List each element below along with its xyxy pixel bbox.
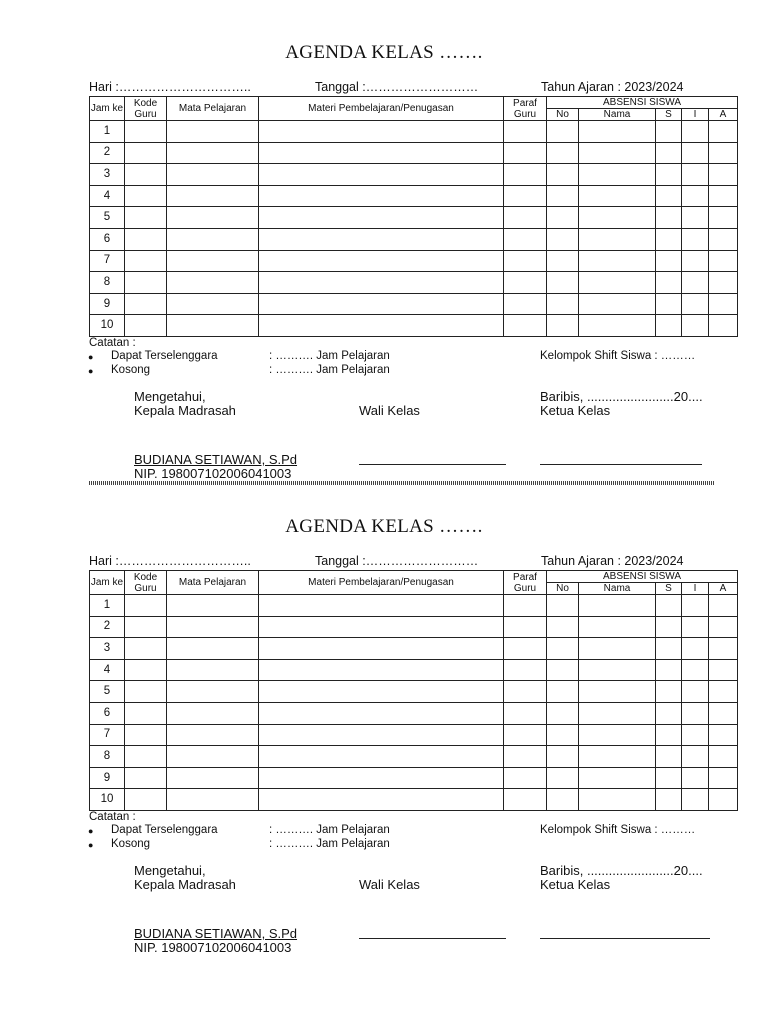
shift-field: Kelompok Shift Siswa : ………: [540, 824, 696, 836]
cell[interactable]: [259, 228, 504, 250]
jam-number: 8: [90, 746, 125, 768]
cell[interactable]: [579, 789, 656, 811]
cell[interactable]: [656, 746, 682, 768]
cell[interactable]: [709, 121, 738, 143]
table-row: [90, 228, 738, 250]
cell[interactable]: [167, 746, 259, 768]
header-kode-guru: Kode Guru: [125, 97, 167, 121]
cell[interactable]: [656, 228, 682, 250]
cell[interactable]: [259, 767, 504, 789]
header-no: No: [547, 109, 579, 121]
cell[interactable]: [167, 681, 259, 703]
table-row: [90, 746, 738, 768]
header-s: S: [656, 109, 682, 121]
cell[interactable]: [547, 789, 579, 811]
cell[interactable]: [656, 164, 682, 186]
cell[interactable]: [579, 616, 656, 638]
cell[interactable]: [125, 228, 167, 250]
cell[interactable]: [656, 616, 682, 638]
cell[interactable]: [504, 121, 547, 143]
cell[interactable]: [656, 681, 682, 703]
cell[interactable]: [682, 767, 709, 789]
table-row: [90, 702, 738, 724]
note-kosong-label: Kosong: [111, 838, 151, 850]
jam-number: 3: [90, 164, 125, 186]
cell[interactable]: [579, 207, 656, 229]
cell[interactable]: [259, 272, 504, 294]
table-row: [90, 142, 738, 164]
cell[interactable]: [259, 121, 504, 143]
jam-number: 2: [90, 142, 125, 164]
jam-number: 7: [90, 250, 125, 272]
jam-number: 4: [90, 185, 125, 207]
cell[interactable]: [167, 164, 259, 186]
kepala-label: Kepala Madrasah: [134, 877, 236, 892]
cell[interactable]: [259, 789, 504, 811]
header-kode-guru: Kode Guru: [125, 571, 167, 595]
cell[interactable]: [125, 293, 167, 315]
cell[interactable]: [709, 681, 738, 703]
cell[interactable]: [656, 250, 682, 272]
table-row: [90, 681, 738, 703]
cell[interactable]: [656, 185, 682, 207]
cell[interactable]: [547, 659, 579, 681]
jam-number: 6: [90, 702, 125, 724]
header-i: I: [682, 583, 709, 595]
catatan-label: Catatan :: [89, 811, 136, 823]
cell[interactable]: [547, 164, 579, 186]
ketua-label: Ketua Kelas: [540, 877, 611, 892]
agenda-table: [89, 570, 738, 811]
ketua-label: Ketua Kelas: [540, 403, 611, 418]
wali-signature-line: [359, 938, 506, 939]
tahun-ajaran-field: Tahun Ajaran : 2023/2024: [541, 554, 684, 568]
cell[interactable]: [579, 228, 656, 250]
cell[interactable]: [125, 702, 167, 724]
cell[interactable]: [167, 702, 259, 724]
cell[interactable]: [125, 272, 167, 294]
cell[interactable]: [125, 142, 167, 164]
cell[interactable]: [504, 293, 547, 315]
header-nama: Nama: [579, 583, 656, 595]
cell[interactable]: [167, 121, 259, 143]
cell[interactable]: [167, 207, 259, 229]
signer-name: BUDIANA SETIAWAN, S.Pd: [134, 926, 298, 941]
note-kosong-label: Kosong: [111, 364, 151, 376]
jam-number: 1: [90, 121, 125, 143]
cell[interactable]: [547, 616, 579, 638]
cell[interactable]: [504, 142, 547, 164]
mengetahui-label: Mengetahui,: [134, 863, 206, 878]
cell[interactable]: [167, 724, 259, 746]
cell[interactable]: [682, 250, 709, 272]
cell[interactable]: [656, 659, 682, 681]
table-row: [90, 638, 738, 660]
cell[interactable]: [125, 121, 167, 143]
cell[interactable]: [709, 228, 738, 250]
wali-label: Wali Kelas: [359, 403, 420, 418]
cell[interactable]: [682, 315, 709, 337]
jam-number: 10: [90, 789, 125, 811]
cell[interactable]: [682, 746, 709, 768]
tanggal-field: Tanggal :………………………: [315, 80, 479, 94]
ketua-signature-line: [540, 938, 710, 939]
cell[interactable]: [504, 272, 547, 294]
cell[interactable]: [125, 595, 167, 617]
cell[interactable]: [579, 185, 656, 207]
cell[interactable]: [504, 228, 547, 250]
cell[interactable]: [656, 315, 682, 337]
note-kosong-value: : ………. Jam Pelajaran: [269, 838, 390, 850]
cell[interactable]: [504, 164, 547, 186]
cell[interactable]: [504, 185, 547, 207]
cell[interactable]: [504, 746, 547, 768]
signer-name: BUDIANA SETIAWAN, S.Pd: [134, 452, 298, 467]
cell[interactable]: [259, 595, 504, 617]
cell[interactable]: [682, 207, 709, 229]
cell[interactable]: [579, 315, 656, 337]
cell[interactable]: [167, 638, 259, 660]
cell[interactable]: [504, 207, 547, 229]
table-row: [90, 293, 738, 315]
cell[interactable]: [682, 142, 709, 164]
header-i: I: [682, 109, 709, 121]
cell[interactable]: [167, 789, 259, 811]
cell[interactable]: [682, 638, 709, 660]
table-row: [90, 767, 738, 789]
cell[interactable]: [125, 659, 167, 681]
cell[interactable]: [547, 185, 579, 207]
jam-number: 3: [90, 638, 125, 660]
cell[interactable]: [656, 767, 682, 789]
cell[interactable]: [504, 659, 547, 681]
cell[interactable]: [579, 142, 656, 164]
cell[interactable]: [259, 746, 504, 768]
cell[interactable]: [504, 724, 547, 746]
note-dapat-value: : ………. Jam Pelajaran: [269, 350, 390, 362]
ketua-signature-line: [540, 464, 702, 465]
cell[interactable]: [656, 272, 682, 294]
cell[interactable]: [682, 659, 709, 681]
cell[interactable]: [682, 702, 709, 724]
agenda-table: [89, 96, 738, 337]
cell[interactable]: [709, 767, 738, 789]
cell[interactable]: [547, 207, 579, 229]
cell[interactable]: [259, 185, 504, 207]
cell[interactable]: [579, 746, 656, 768]
wali-label: Wali Kelas: [359, 877, 420, 892]
cell[interactable]: [125, 724, 167, 746]
header-jam: Jam ke: [90, 571, 125, 595]
cell[interactable]: [167, 228, 259, 250]
cell[interactable]: [579, 250, 656, 272]
agenda-section-1: [0, 0, 768, 481]
cell[interactable]: [547, 142, 579, 164]
cell[interactable]: [709, 250, 738, 272]
wali-signature-line: [359, 464, 506, 465]
cell[interactable]: [682, 185, 709, 207]
tanggal-field: Tanggal :………………………: [315, 554, 479, 568]
cell[interactable]: [259, 293, 504, 315]
cell[interactable]: [579, 659, 656, 681]
cell[interactable]: [125, 315, 167, 337]
shift-field: Kelompok Shift Siswa : ………: [540, 350, 696, 362]
cell[interactable]: [504, 638, 547, 660]
cell[interactable]: [579, 164, 656, 186]
table-row: [90, 659, 738, 681]
cell[interactable]: [167, 315, 259, 337]
cell[interactable]: [259, 207, 504, 229]
cell[interactable]: [125, 616, 167, 638]
cell[interactable]: [167, 272, 259, 294]
cell[interactable]: [579, 272, 656, 294]
cell[interactable]: [504, 681, 547, 703]
header-paraf-guru: Paraf Guru: [504, 97, 547, 121]
header-a: A: [709, 583, 738, 595]
cell[interactable]: [682, 616, 709, 638]
jam-number: 5: [90, 207, 125, 229]
jam-number: 5: [90, 681, 125, 703]
table-row: [90, 616, 738, 638]
cell[interactable]: [125, 746, 167, 768]
kepala-label: Kepala Madrasah: [134, 403, 236, 418]
hari-field: Hari :…………………………..: [89, 554, 251, 568]
cell[interactable]: [259, 724, 504, 746]
cell[interactable]: [709, 185, 738, 207]
cell[interactable]: [709, 272, 738, 294]
cell[interactable]: [709, 293, 738, 315]
table-row: [90, 250, 738, 272]
cell[interactable]: [504, 767, 547, 789]
tahun-ajaran-field: Tahun Ajaran : 2023/2024: [541, 80, 684, 94]
catatan-label: Catatan :: [89, 337, 136, 349]
note-dapat-label: Dapat Terselenggara: [111, 824, 218, 836]
cell[interactable]: [682, 164, 709, 186]
table-row: [90, 185, 738, 207]
table-row: [90, 121, 738, 143]
cell[interactable]: [259, 681, 504, 703]
cell[interactable]: [547, 746, 579, 768]
header-absensi: ABSENSI SISWA: [547, 571, 738, 583]
cell[interactable]: [656, 702, 682, 724]
cell[interactable]: [682, 272, 709, 294]
cell[interactable]: [259, 659, 504, 681]
cell[interactable]: [709, 616, 738, 638]
cell[interactable]: [125, 185, 167, 207]
page-title: AGENDA KELAS …….: [285, 42, 483, 63]
header-nama: Nama: [579, 109, 656, 121]
jam-number: 9: [90, 293, 125, 315]
cell[interactable]: [547, 293, 579, 315]
cell[interactable]: [682, 789, 709, 811]
cell[interactable]: [504, 702, 547, 724]
cell[interactable]: [547, 315, 579, 337]
signer-nip: NIP. 198007102006041003: [134, 940, 292, 955]
cell[interactable]: [579, 595, 656, 617]
header-a: A: [709, 109, 738, 121]
cell[interactable]: [259, 164, 504, 186]
jam-number: 7: [90, 724, 125, 746]
cell[interactable]: [709, 638, 738, 660]
cell[interactable]: [547, 724, 579, 746]
table-row: [90, 164, 738, 186]
cell[interactable]: [167, 616, 259, 638]
cell[interactable]: [656, 293, 682, 315]
cell[interactable]: [125, 767, 167, 789]
cell[interactable]: [167, 250, 259, 272]
table-row: [90, 724, 738, 746]
bullet-icon: ●: [88, 366, 94, 376]
table-row: [90, 272, 738, 294]
header-mata-pelajaran: Mata Pelajaran: [167, 97, 259, 121]
cell[interactable]: [656, 789, 682, 811]
cell[interactable]: [167, 595, 259, 617]
cell[interactable]: [579, 681, 656, 703]
jam-number: 4: [90, 659, 125, 681]
cell[interactable]: [125, 164, 167, 186]
header-materi: Materi Pembelajaran/Penugasan: [259, 571, 504, 595]
header-materi: Materi Pembelajaran/Penugasan: [259, 97, 504, 121]
jam-number: 10: [90, 315, 125, 337]
note-kosong-value: : ………. Jam Pelajaran: [269, 364, 390, 376]
header-s: S: [656, 583, 682, 595]
cell[interactable]: [579, 121, 656, 143]
header-mata-pelajaran: Mata Pelajaran: [167, 571, 259, 595]
cell[interactable]: [656, 595, 682, 617]
cell[interactable]: [682, 228, 709, 250]
place-date: Baribis, ........................20....: [540, 863, 703, 878]
cell[interactable]: [579, 767, 656, 789]
cell[interactable]: [504, 250, 547, 272]
cell[interactable]: [682, 293, 709, 315]
cell[interactable]: [167, 767, 259, 789]
cell[interactable]: [709, 315, 738, 337]
cell[interactable]: [125, 250, 167, 272]
cell[interactable]: [709, 724, 738, 746]
bullet-icon: ●: [88, 826, 94, 836]
cell[interactable]: [547, 702, 579, 724]
cell[interactable]: [579, 724, 656, 746]
header-paraf-guru: Paraf Guru: [504, 571, 547, 595]
cell[interactable]: [547, 250, 579, 272]
header-jam: Jam ke: [90, 97, 125, 121]
jam-number: 2: [90, 616, 125, 638]
cell[interactable]: [504, 616, 547, 638]
cell[interactable]: [547, 121, 579, 143]
cell[interactable]: [579, 702, 656, 724]
mengetahui-label: Mengetahui,: [134, 389, 206, 404]
jam-number: 1: [90, 595, 125, 617]
signer-nip: NIP. 198007102006041003: [134, 466, 292, 481]
jam-number: 6: [90, 228, 125, 250]
table-row: [90, 207, 738, 229]
page-title: AGENDA KELAS …….: [285, 516, 483, 537]
cell[interactable]: [656, 207, 682, 229]
cell[interactable]: [682, 121, 709, 143]
cell[interactable]: [579, 293, 656, 315]
cell[interactable]: [682, 595, 709, 617]
cell[interactable]: [547, 595, 579, 617]
cell[interactable]: [709, 142, 738, 164]
table-row: [90, 595, 738, 617]
cell[interactable]: [709, 595, 738, 617]
cell[interactable]: [125, 789, 167, 811]
cell[interactable]: [259, 250, 504, 272]
cell[interactable]: [504, 315, 547, 337]
cell[interactable]: [547, 681, 579, 703]
cell[interactable]: [167, 185, 259, 207]
agenda-section-2: [0, 474, 768, 955]
note-dapat-value: : ………. Jam Pelajaran: [269, 824, 390, 836]
cell[interactable]: [682, 724, 709, 746]
cell[interactable]: [167, 659, 259, 681]
cell[interactable]: [259, 638, 504, 660]
table-row: [90, 789, 738, 811]
cell[interactable]: [709, 789, 738, 811]
cell[interactable]: [656, 142, 682, 164]
cell[interactable]: [682, 681, 709, 703]
cell[interactable]: [167, 293, 259, 315]
cell[interactable]: [579, 638, 656, 660]
cell[interactable]: [709, 746, 738, 768]
cell[interactable]: [504, 595, 547, 617]
cell[interactable]: [656, 121, 682, 143]
header-absensi: ABSENSI SISWA: [547, 97, 738, 109]
cell[interactable]: [259, 616, 504, 638]
cell[interactable]: [125, 638, 167, 660]
header-no: No: [547, 583, 579, 595]
jam-number: 9: [90, 767, 125, 789]
cell[interactable]: [504, 789, 547, 811]
cell[interactable]: [547, 638, 579, 660]
cell[interactable]: [259, 702, 504, 724]
table-row: [90, 315, 738, 337]
cell[interactable]: [709, 164, 738, 186]
cell[interactable]: [547, 767, 579, 789]
cell[interactable]: [709, 702, 738, 724]
place-date: Baribis, ........................20....: [540, 389, 703, 404]
cell[interactable]: [167, 142, 259, 164]
jam-number: 8: [90, 272, 125, 294]
cell[interactable]: [547, 272, 579, 294]
cell[interactable]: [656, 638, 682, 660]
cell[interactable]: [547, 228, 579, 250]
cell[interactable]: [656, 724, 682, 746]
cell[interactable]: [259, 142, 504, 164]
bullet-icon: ●: [88, 840, 94, 850]
cell[interactable]: [709, 207, 738, 229]
hari-field: Hari :…………………………..: [89, 80, 251, 94]
note-dapat-label: Dapat Terselenggara: [111, 350, 218, 362]
cell[interactable]: [259, 315, 504, 337]
cell[interactable]: [125, 681, 167, 703]
cell[interactable]: [709, 659, 738, 681]
bullet-icon: ●: [88, 352, 94, 362]
cell[interactable]: [125, 207, 167, 229]
